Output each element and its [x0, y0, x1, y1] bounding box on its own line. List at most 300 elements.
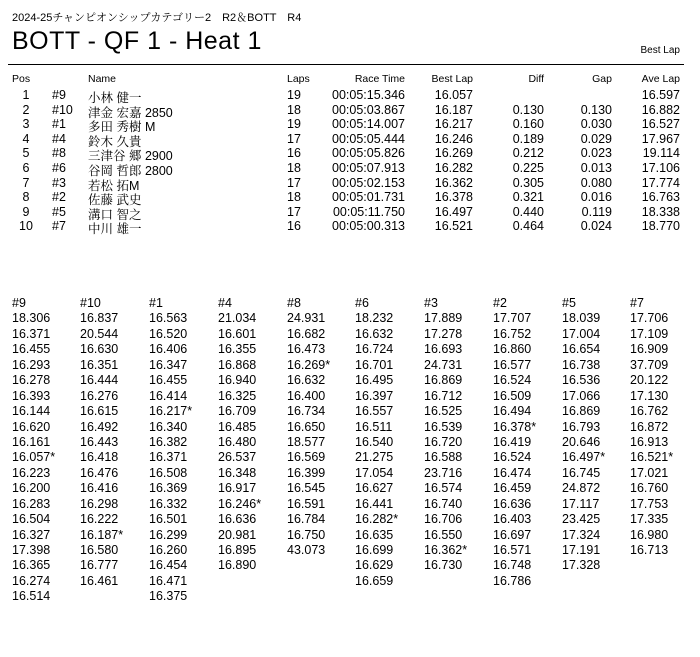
lap-time: 43.073: [287, 543, 326, 557]
lap-time: 16.509: [493, 388, 532, 403]
cell-driver-name: 若松 拓M: [88, 178, 140, 193]
cell-kart-number: #2: [52, 190, 66, 205]
lap-time: 16.654: [562, 342, 601, 357]
lap-time: 17.109: [630, 326, 669, 341]
lap-time: 17.324: [562, 527, 601, 542]
cell-laps: 17: [287, 131, 301, 146]
lap-time: 16.895: [218, 543, 257, 557]
lap-time: 16.371: [12, 326, 51, 341]
cell-race-time: 00:05:03.867: [332, 102, 405, 117]
lap-time: 16.748: [493, 558, 532, 573]
lap-time: 16.501: [149, 512, 188, 527]
lap-time: 16.730: [424, 558, 463, 573]
results-row: [0, 161, 700, 176]
lap-time: 17.335: [630, 512, 669, 527]
cell-ave-lap: 18.338: [641, 204, 680, 219]
cell-laps: 16: [287, 146, 301, 161]
lap-time: 16.890: [218, 558, 257, 573]
lap-column-header: #7: [630, 296, 644, 310]
lap-time: 16.913: [630, 434, 669, 449]
cell-driver-name: 谷岡 哲郎 2800: [88, 163, 173, 178]
lap-time: 17.753: [630, 496, 669, 511]
lap-column-header: #9: [12, 296, 26, 310]
lap-time: 16.697: [493, 527, 532, 542]
lap-time: 16.369: [149, 481, 188, 496]
cell-kart-number: #8: [52, 146, 66, 161]
lap-time: 16.588: [424, 450, 463, 465]
lap-time: 16.693: [424, 342, 463, 357]
cell-diff: 0.130: [512, 102, 544, 117]
lap-time: 16.760: [630, 481, 669, 496]
lap-time: 16.627: [355, 481, 394, 496]
lap-time: 16.636: [493, 496, 532, 511]
cell-laps: 19: [287, 117, 301, 132]
lap-time: 17.130: [630, 388, 669, 403]
lap-time: 16.325: [218, 388, 257, 403]
lap-time: 16.222: [80, 512, 119, 527]
lap-time: 16.382: [149, 434, 188, 449]
lap-column-header: #4: [218, 296, 232, 310]
cell-ave-lap: 17.967: [641, 131, 680, 146]
lap-time: 16.278: [12, 373, 51, 388]
lap-time: 16.365: [12, 558, 51, 573]
lap-time: 16.476: [80, 465, 119, 480]
cell-driver-name: 多田 秀樹 M: [88, 120, 156, 135]
lap-time: 20.122: [630, 373, 669, 388]
cell-kart-number: #7: [52, 219, 66, 234]
lap-time: 16.615: [80, 404, 119, 419]
lap-time: 16.745: [562, 465, 601, 480]
lap-time: 16.471: [149, 573, 188, 588]
lap-time: 16.557: [355, 404, 394, 419]
lap-time: 17.328: [562, 558, 601, 573]
lap-column-header: #1: [149, 296, 163, 310]
lap-time: 16.274: [12, 573, 51, 588]
lap-time: 16.347: [149, 357, 188, 372]
lap-time: 16.351: [80, 357, 119, 372]
lap-time: 23.425: [562, 512, 601, 527]
lap-time: 16.332: [149, 496, 188, 511]
lap-time: 16.709: [218, 404, 257, 419]
lap-time: 17.054: [355, 465, 394, 480]
lap-time: 16.057*: [12, 450, 56, 465]
cell-best-lap: 16.246: [434, 131, 473, 146]
lap-time: 16.720: [424, 434, 463, 449]
cell-race-time: 00:05:05.444: [332, 131, 405, 146]
lap-time: 16.740: [424, 496, 463, 511]
cell-laps: 17: [287, 204, 301, 219]
lap-time: 16.793: [562, 419, 601, 434]
lap-column: [218, 296, 261, 574]
results-row: [0, 190, 700, 208]
lap-time: 16.355: [218, 342, 257, 357]
lap-time: 16.362*: [424, 543, 468, 557]
results-row: [0, 146, 700, 164]
lap-time: 16.636: [218, 512, 257, 527]
lap-time: 16.591: [287, 496, 326, 511]
cell-driver-name: 中川 雄一: [88, 222, 142, 237]
lap-time: 16.161: [12, 434, 51, 449]
lap-column: [287, 296, 330, 558]
lap-time: 16.495: [355, 373, 394, 388]
lap-time: 16.550: [424, 527, 463, 542]
lap-time: 16.399: [287, 465, 326, 480]
lap-time: 16.629: [355, 558, 394, 573]
lap-time: 16.414: [149, 388, 188, 403]
lap-time: 17.398: [12, 543, 51, 557]
cell-diff: 0.225: [512, 160, 544, 175]
lap-time: 16.784: [287, 512, 326, 527]
lap-time: 16.492: [80, 419, 119, 434]
lap-column: [80, 296, 123, 589]
header-gap: Gap: [592, 73, 612, 85]
lap-time: 16.580: [80, 543, 119, 557]
results-header-row: [0, 73, 700, 88]
cell-best-lap: 16.362: [434, 175, 473, 190]
lap-time: 17.117: [562, 496, 600, 511]
lap-time: 16.682: [287, 326, 326, 341]
lap-column-header: #3: [424, 296, 438, 310]
lap-time: 16.536: [562, 373, 601, 388]
cell-kart-number: #6: [52, 160, 66, 175]
lap-time: 16.980: [630, 527, 669, 542]
cell-gap: 0.130: [580, 102, 612, 117]
lap-time: 16.441: [355, 496, 394, 511]
cell-diff: 0.464: [512, 219, 544, 234]
cell-race-time: 00:05:15.346: [332, 88, 405, 102]
lap-time: 16.650: [287, 419, 326, 434]
lap-time: 16.706: [424, 512, 463, 527]
lap-time: 16.454: [149, 558, 188, 573]
lap-time: 16.571: [493, 543, 532, 557]
cell-pos: 3: [22, 117, 30, 132]
lap-time: 17.066: [562, 388, 601, 403]
cell-gap: 0.029: [580, 131, 612, 146]
lap-time: 16.443: [80, 434, 119, 449]
lap-time: 24.872: [562, 481, 601, 496]
lap-time: 16.713: [630, 543, 669, 557]
cell-kart-number: #4: [52, 131, 66, 146]
cell-ave-lap: 17.774: [641, 175, 680, 190]
lap-time: 16.569: [287, 450, 326, 465]
lap-time: 16.416: [80, 481, 119, 496]
lap-column: [493, 296, 536, 589]
lap-column-header: #10: [80, 296, 101, 310]
lap-time: 16.738: [562, 357, 601, 372]
cell-gap: 0.080: [580, 175, 612, 190]
results-row: [0, 132, 700, 147]
cell-kart-number: #10: [52, 102, 73, 117]
lap-column-header: #2: [493, 296, 507, 310]
cell-driver-name: 津金 宏嘉 2850: [88, 105, 173, 120]
lap-column: [12, 296, 55, 605]
cell-pos: 2: [22, 102, 30, 117]
lap-time: 37.709: [630, 357, 669, 372]
lap-time: 16.940: [218, 373, 257, 388]
cell-driver-name: 鈴木 久貴: [88, 134, 142, 149]
lap-time: 17.706: [630, 311, 669, 326]
lap-time: 16.276: [80, 388, 119, 403]
lap-time: 16.837: [80, 311, 119, 326]
results-row: [0, 176, 700, 191]
lap-time: 16.282*: [355, 512, 399, 527]
results-row: [0, 117, 700, 135]
lap-time: 16.701: [355, 357, 394, 372]
cell-laps: 17: [287, 175, 301, 190]
lap-time: 16.868: [218, 357, 257, 372]
lap-time: 16.514: [12, 589, 51, 604]
lap-time: 16.524: [493, 450, 532, 465]
lap-time: 16.444: [80, 373, 119, 388]
cell-best-lap: 16.497: [434, 204, 473, 219]
lap-time: 16.632: [287, 373, 326, 388]
best-lap-note: Best Lap: [640, 45, 680, 56]
lap-time: 16.293: [12, 357, 51, 372]
cell-diff: 0.321: [512, 190, 544, 205]
lap-time: 16.524: [493, 373, 532, 388]
lap-time: 16.635: [355, 527, 394, 542]
header-diff: Diff: [528, 73, 544, 85]
lap-column: [149, 296, 192, 605]
lap-column-header: #5: [562, 296, 576, 310]
header-race-time: Race Time: [354, 73, 405, 85]
cell-laps: 18: [287, 160, 301, 175]
lap-time: 16.734: [287, 404, 326, 419]
cell-diff: 0.189: [512, 131, 544, 146]
cell-kart-number: #1: [52, 117, 66, 132]
cell-pos: 7: [22, 175, 30, 190]
lap-time: 16.200: [12, 481, 51, 496]
lap-time: 16.750: [287, 527, 326, 542]
event-subtitle: 2024-25チャンピオンシップカテゴリー2 R2＆BOTT R4: [12, 12, 302, 24]
lap-time: 17.707: [493, 311, 532, 326]
lap-time: 16.474: [493, 465, 532, 480]
lap-time: 16.545: [287, 481, 326, 496]
cell-best-lap: 16.378: [434, 190, 473, 205]
header-name: Name: [88, 73, 117, 85]
cell-ave-lap: 16.597: [641, 88, 680, 102]
lap-time: 23.716: [424, 465, 463, 480]
cell-ave-lap: 19.114: [642, 146, 680, 161]
lap-time: 16.187*: [80, 527, 124, 542]
lap-time: 16.340: [149, 419, 188, 434]
title-divider: [8, 64, 684, 65]
lap-time: 16.504: [12, 512, 51, 527]
lap-time: 16.461: [80, 573, 119, 588]
lap-time: 17.021: [630, 465, 669, 480]
lap-column: [562, 296, 605, 574]
cell-laps: 18: [287, 102, 301, 117]
lap-time: 16.521*: [630, 450, 674, 465]
cell-diff: 0.305: [512, 175, 544, 190]
lap-time: 16.869: [562, 404, 601, 419]
cell-gap: 0.119: [581, 204, 612, 219]
lap-time: 16.601: [218, 326, 257, 341]
lap-time: 16.480: [218, 434, 257, 449]
lap-time: 16.260: [149, 543, 188, 557]
cell-driver-name: 佐藤 武史: [88, 193, 142, 208]
results-row: [0, 88, 700, 103]
cell-gap: 0.016: [580, 190, 612, 205]
cell-ave-lap: 16.527: [641, 117, 680, 132]
lap-time: 16.419: [493, 434, 532, 449]
lap-time: 16.860: [493, 342, 532, 357]
lap-time: 17.889: [424, 311, 463, 326]
lap-time: 18.306: [12, 311, 51, 326]
lap-time: 16.375: [149, 589, 188, 604]
lap-time: 16.630: [80, 342, 119, 357]
cell-diff: 0.160: [512, 117, 544, 132]
lap-time: 21.034: [218, 311, 257, 326]
lap-time: 17.004: [562, 326, 601, 341]
lap-time: 16.577: [493, 357, 532, 372]
cell-race-time: 00:05:00.313: [332, 219, 405, 234]
lap-column: [424, 296, 467, 574]
lap-time: 18.577: [287, 434, 326, 449]
cell-diff: 0.440: [512, 204, 544, 219]
cell-best-lap: 16.187: [434, 102, 473, 117]
cell-kart-number: #3: [52, 175, 66, 190]
lap-time: 16.632: [355, 326, 394, 341]
header-pos: Pos: [12, 73, 31, 85]
cell-race-time: 00:05:07.913: [332, 160, 405, 175]
results-table: [0, 73, 700, 237]
lap-time: 16.217*: [149, 404, 193, 419]
lap-time: 16.403: [493, 512, 532, 527]
cell-pos: 9: [22, 204, 30, 219]
lap-time: 17.278: [424, 326, 463, 341]
cell-pos: 4: [22, 131, 30, 146]
cell-pos: 10: [19, 219, 33, 234]
lap-time: 16.418: [80, 450, 119, 465]
lap-time: 16.348: [218, 465, 257, 480]
cell-best-lap: 16.521: [434, 219, 473, 234]
cell-race-time: 00:05:05.826: [332, 146, 405, 161]
cell-driver-name: 小林 健一: [88, 91, 142, 105]
lap-time: 16.762: [630, 404, 669, 419]
cell-pos: 8: [22, 190, 30, 205]
lap-time: 16.327: [12, 527, 51, 542]
lap-time: 16.455: [149, 373, 188, 388]
results-row: [0, 205, 700, 220]
lap-time: 16.485: [218, 419, 257, 434]
cell-gap: 0.030: [580, 117, 612, 132]
lap-time: 16.473: [287, 342, 326, 357]
cell-ave-lap: 16.882: [641, 102, 680, 117]
lap-time: 17.191: [562, 543, 601, 557]
lap-time: 16.400: [287, 388, 326, 403]
cell-laps: 19: [287, 88, 301, 102]
lap-time: 16.246*: [218, 496, 262, 511]
lap-time: 16.540: [355, 434, 394, 449]
lap-time: 16.869: [424, 373, 463, 388]
lap-time: 16.144: [12, 404, 51, 419]
cell-driver-name: 溝口 智之: [88, 207, 142, 222]
cell-gap: 0.023: [580, 146, 612, 161]
lap-time: 16.455: [12, 342, 51, 357]
lap-time: 16.752: [493, 326, 532, 341]
lap-time: 16.511: [355, 419, 393, 434]
lap-time: 16.494: [493, 404, 532, 419]
lap-time: 16.620: [12, 419, 51, 434]
lap-column: [630, 296, 673, 558]
lap-time: 16.508: [149, 465, 188, 480]
lap-time: 20.646: [562, 434, 601, 449]
lap-time: 16.298: [80, 496, 119, 511]
lap-time: 21.275: [355, 450, 394, 465]
cell-best-lap: 16.282: [434, 160, 473, 175]
lap-time: 16.299: [149, 527, 188, 542]
lap-time: 16.378*: [493, 419, 537, 434]
cell-ave-lap: 18.770: [641, 219, 680, 234]
lap-time: 24.731: [424, 357, 463, 372]
lap-column: [355, 296, 398, 589]
cell-race-time: 00:05:14.007: [332, 117, 405, 132]
cell-race-time: 00:05:02.153: [332, 175, 405, 190]
header-best-lap: Best Lap: [431, 73, 473, 85]
cell-gap: 0.013: [580, 160, 612, 175]
cell-race-time: 00:05:01.731: [332, 190, 405, 205]
lap-time: 18.232: [355, 311, 394, 326]
lap-time: 16.563: [149, 311, 188, 326]
cell-race-time: 00:05:11.750: [332, 204, 405, 219]
cell-kart-number: #5: [52, 204, 66, 219]
lap-time: 16.872: [630, 419, 669, 434]
header-ave-lap: Ave Lap: [641, 73, 680, 85]
lap-time: 16.786: [493, 573, 532, 588]
cell-laps: 16: [287, 219, 301, 234]
results-row: [0, 103, 700, 118]
cell-driver-name: 三津谷 郷 2900: [88, 149, 173, 164]
lap-column-header: #6: [355, 296, 369, 310]
lap-time: 16.520: [149, 326, 188, 341]
cell-best-lap: 16.057: [434, 88, 473, 102]
lap-time: 24.931: [287, 311, 326, 326]
lap-time: 16.712: [424, 388, 463, 403]
cell-pos: 5: [22, 146, 30, 161]
cell-kart-number: #9: [52, 88, 66, 102]
lap-time: 18.039: [562, 311, 601, 326]
lap-time: 16.223: [12, 465, 51, 480]
lap-time: 16.525: [424, 404, 463, 419]
lap-time: 16.909: [630, 342, 669, 357]
lap-time: 16.397: [355, 388, 394, 403]
lap-time: 16.393: [12, 388, 51, 403]
cell-laps: 18: [287, 190, 301, 205]
cell-best-lap: 16.217: [434, 117, 473, 132]
lap-time: 16.406: [149, 342, 188, 357]
header-laps: Laps: [287, 73, 310, 85]
lap-time: 16.497*: [562, 450, 606, 465]
lap-time: 16.777: [80, 558, 119, 573]
lap-time: 16.539: [424, 419, 463, 434]
lap-time: 16.724: [355, 342, 394, 357]
lap-time: 16.371: [149, 450, 188, 465]
cell-diff: 0.212: [512, 146, 544, 161]
lap-time: 16.659: [355, 573, 394, 588]
lap-column-header: #8: [287, 296, 301, 310]
lap-time: 16.269*: [287, 357, 331, 372]
lap-time: 20.544: [80, 326, 119, 341]
lap-time: 26.537: [218, 450, 257, 465]
cell-gap: 0.024: [580, 219, 612, 234]
cell-pos: 6: [22, 160, 30, 175]
lap-time: 16.459: [493, 481, 532, 496]
cell-ave-lap: 16.763: [641, 190, 680, 205]
cell-pos: 1: [22, 88, 30, 102]
lap-time: 16.283: [12, 496, 51, 511]
results-row: [0, 219, 700, 237]
